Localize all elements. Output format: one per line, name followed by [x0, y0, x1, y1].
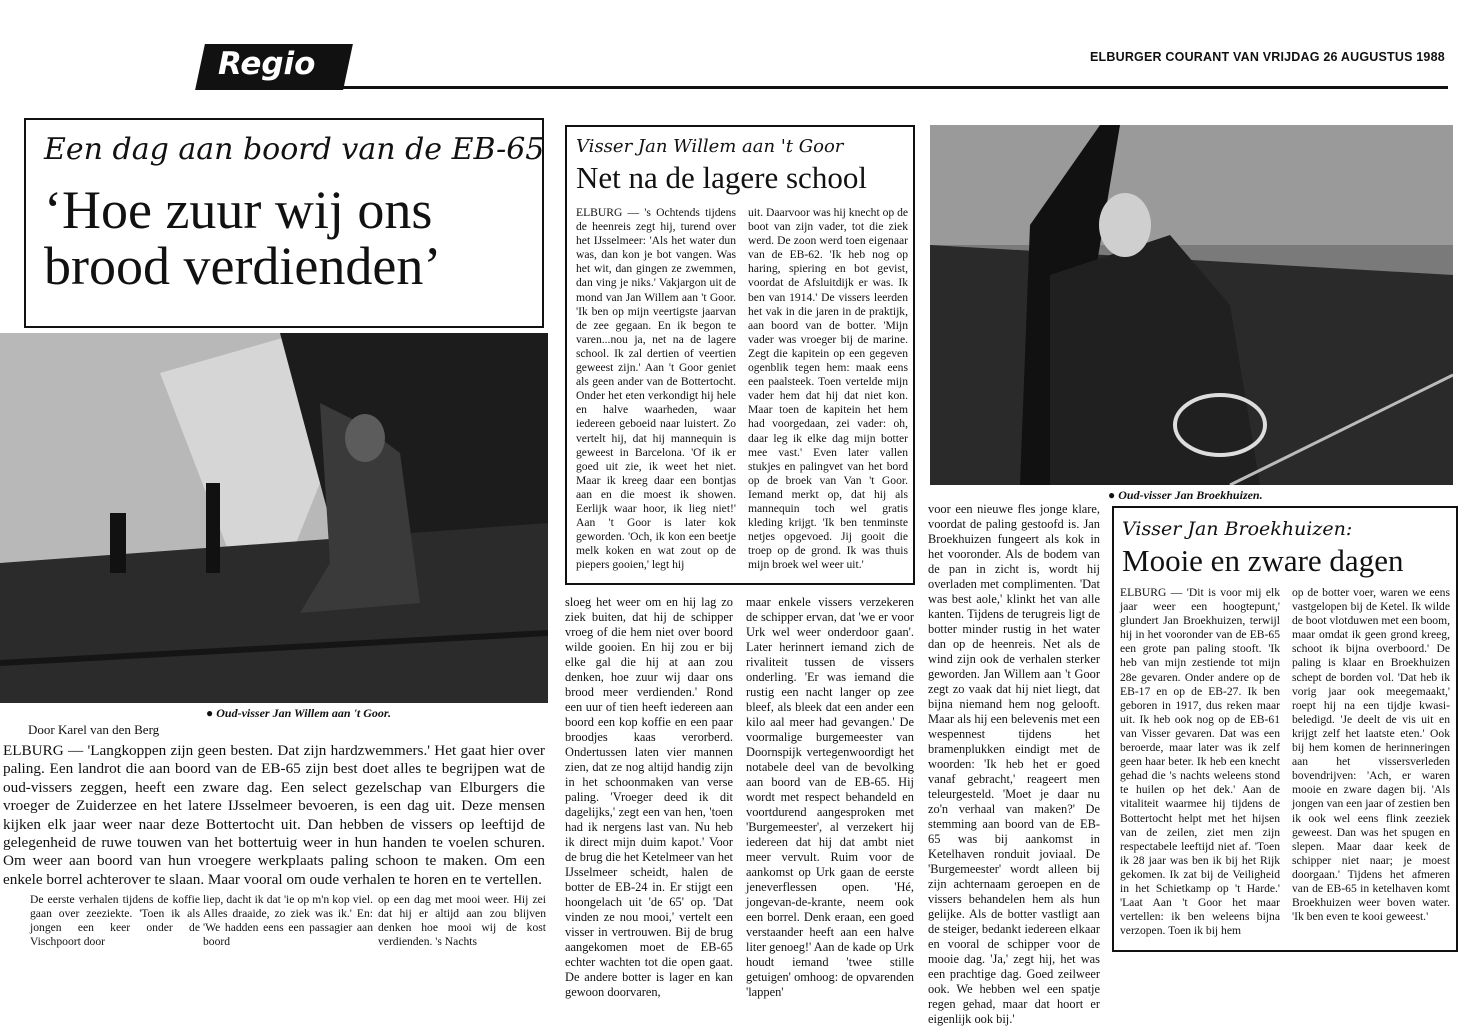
article3-col2: [1292, 586, 1450, 924]
main-col-mid2-text: maar enkele vissers verzekeren de schipper ervan, dat 'we er voor Urk wel weer onderdoor gaan'. Later herinnert iemand zich de rivaliteit tussen de vissers onderling. 'Er was iemand die rustig een nacht langer op zee bleef, als bleek dat een ander een kilo aal meer had gevangen.' De voormalige burgemeester van Doornspijk vertegenwoordigt het notabele deel van de bevolking aan boord van de EB-65. Hij wordt met respect behandeld en voortdurend aangesproken met 'Burgemeester', al verzekert hij iedereen dat hij dat ambt niet meer vervult. Ruim voor de aankomst op Urk gaan de eerste jeneverflessen open. 'Hé, jongevan-de-krante, neem ook een borrel. Denk eraan, een goed verstaander heeft aan een halve liter genoeg!' Aan de kade op Urk houdt iemand 'twee stille getuigen' omhoog: de opvarenden 'lappen': [746, 595, 914, 999]
main-body-col3: [378, 893, 546, 949]
article3-headline: Mooie en zware dagen: [1122, 543, 1404, 578]
main-body-col3-text: op een dag met mooi weer. Hij zei dat hij er altijd aan zou blijven denken hoe mooi wij de kost verdienden. 's Nachts: [378, 893, 546, 949]
main-body-col2-text: liep, dacht ik dat 'ie op m'n kop viel. Alles draaide, zo ziek was ik.' En: 'We hadden eens een passagier aan boord: [203, 893, 373, 949]
main-photo-caption: ● Oud-visser Jan Willem aan 't Goor.: [206, 706, 391, 720]
article2-headline: Net na de lagere school: [576, 160, 867, 195]
article3-col1-text: ELBURG — 'Dit is voor mij elk jaar weer een hoogtepunt,' glundert Jan Broekhuizen, terwijl hij in het vooronder van de EB-65 een grote pan paling stooft. 'Ik heb van mijn zestiende tot mijn 28e gevaren. Onder andere op de EB-17 en op de EB-27. Ik ben geboren in 1917, dus reken maar uit. Ik heb ook nog op de EB-61 van Visser gevaren. Dat was een beroerde, maar later was ik zelf geen haar beter. Ik heb een knecht gehad die 's nachts weleens stond te huilen op het dek.' Aan de vitaliteit waarmee hij tijdens de Bottertocht helpt met het hijsen van de zeilen, ziet men zijn respectabele leeftijd niet af. 'Toen ik 28 jaar was ben ik bij het Rijk gekomen. Ik zat bij de Veiligheid in het Schietkamp op 't Harde.' 'Laat Aan 't Goor het maar vertellen: ik ben weleens bijna verzopen. Toen ik bij hem: [1120, 586, 1280, 938]
article3-col2-text: op de botter voer, waren we eens vastgelopen bij de Ketel. Ik wilde de boot vlotduwen met een boom, maar omdat ik geen grond kreeg, schoot ik bijna overboord.' De paling is klaar en Broekhuizen schept de borden vol. 'Dat heb ik vorig jaar ook meegemaakt,' roept hij na een tijdje kwasi-beledigd. 'Je deelt de vis uit en krijgt zelf het laatste eten.' Ook bij hem komen de herinneringen aan het vissersverleden bovendrijven: 'Ach, er waren mooie en zware dagen bij. 'Als jongen van een jaar of zestien ben ik ook wel eens flink zeeziek geweest. Dan was het spugen en slepen. Maar daar keek de schipper niet naar; je moest doorgaan.' Tijdens het afmeren van de EB-65 in ketelhaven komt Broekhuizen weer boven water. 'Ik ben even te kooi geweest.': [1292, 586, 1450, 924]
main-headline: ‘Hoe zuur wij ons brood verdienden’: [44, 180, 442, 296]
fisherman-photo: [930, 125, 1453, 485]
main-col-mid2: [746, 595, 914, 1000]
article3-kicker: Visser Jan Broekhuizen:: [1122, 518, 1353, 540]
main-continued-col-text: sloeg het weer om en hij lag zo ziek buiten, dat hij de schipper vroeg of die hem niet over boord wilde gooien. En hij zou er bij elke gal die hij at aan zou denken, hoe zuur wij daar ons brood meer verdienden.' Rond een uur of tien heeft iedereen aan boord een kop koffie en een paar broodjes kaas verorberd. Ondertussen laten vier mannen zien, dat ze nog altijd handig zijn in het schoonmaken van verse paling. 'Vroeger deed ik dit dagelijks,' zegt een van hen, 'toen had ik nergens last van. Nu heb ik direct mijn duim kapot.' Voor de brug die het Ketelmeer van het IJsselmeer scheidt, halen de botter de EB-24 in. Er stijgt een hoongelach uit 'de 65' op. 'Dat vinden ze nou mooi,' vertelt een visser in vertrouwen. Bij de brug aangekomen moet de EB-65 echter wachten tot die open gaat. De andere botter is lager en kan gewoon doorvaren,: [565, 595, 733, 999]
masthead: ELBURGER COURANT VAN VRIJDAG 26 AUGUSTUS 1988: [1090, 50, 1445, 64]
main-continued-col: [565, 595, 733, 1000]
main-body-col1-text: De eerste verhalen tijdens de koffie gaan over zeeziekte. 'Toen ik als jongen een keer onder de Vischpoort door: [30, 893, 200, 949]
main-lead-text: ELBURG — 'Langkoppen zijn geen besten. Dat zijn hardzwemmers.' Het gaat hier over paling. Een landrot die aan boord van de EB-65 zijn best doet alles te begrijpen wat de oud-vissers zeggen, heeft een zware dag. Een select gezelschap van Elburgers die vroeger de Zuiderzee en het latere IJsselmeer bevoeren, is een dag uit. Deze mensen kijken elk jaar weer naar deze Bottertocht uit. Dan hebben de vissers op leeftijd de gelegenheid de ruwe touwen van het bottertuig weer in hun handen te voelen schuren. Om weer aan boord van hun vroegere werkplaats paling schoon te maken. Om een enkele borrel achterover te slaan. Maar vooral om oude verhalen te horen en te vertellen.: [3, 742, 545, 888]
article2-col1-text: ELBURG — 's Ochtends tijdens de heenreis zegt hij, turend over het IJsselmeer: 'Als het water dun was, dan kon je bot vangen. Was het wit, dan gingen ze zwemmen, dan ving je niks.' Vakjargon uit de mond van Jan Willem aan 't Goor. 'Ik ben op mijn veertigste jaarvan de zee gegaan. En ik begon te varen...nou ja, net na de lagere school. Ik zal dertien of veertien geweest zijn.' Aan 't Goor geniet als geen ander van de Bottertocht. Onder het eten verkondigt hij hele en halve waarheden, waar iedereen geboeid naar luistert. Zo vertelt hij, dat hij mannequin is geweest in Barcelona. 'Of ik er goed uit zie, ik weet het niet. Maar ik kreeg daar een bontjas aan en die moest ik showen. Eerlijk waar hoor, ik lieg niet!' Aan 't Goor is later kok geworden. 'Och, ik kon een beetje melk koken en wat zout op de piepers gooien,' legt hij: [576, 206, 736, 572]
main-col-mid3: [928, 502, 1100, 1027]
article2-col2: [748, 206, 908, 572]
article2-col1: [576, 206, 736, 572]
main-kicker: Een dag aan boord van de EB-65: [44, 132, 545, 167]
photo2-caption: ● Oud-visser Jan Broekhuizen.: [1108, 488, 1263, 502]
article3-col1: [1120, 586, 1280, 938]
main-photo-caption-text: Oud-visser Jan Willem aan 't Goor.: [216, 706, 391, 720]
byline: Door Karel van den Berg: [28, 722, 160, 737]
main-body-col2: [203, 893, 373, 949]
article2-col2-text: uit. Daarvoor was hij knecht op de boot van zijn vader, tot die ziek werd. De zoon werd toen eigenaar van de EB-62. 'Ik heb nog op haring, spiering en bot gevist, voordat de Afsluitdijk er was. Ik ben van 1914.' De vissers leerden het vak in die jaren in de praktijk, aan boord van de botter. 'Mijn vader was vroeger bij de marine. Zegt die kapitein op een gegeven ogenblik tegen hem: maak eens een paalsteek. Toen vertelde mijn vader hem dat hij dat niet kon. Maar toen de kapitein het hem had voorgedaan, zei vader: oh, daar leg ik elke dag mijn botter mee vast.' Even later vallen stukjes en palingvet van het bord op de broek van Van 't Goor. Iemand merkt op, dat hij als mannequin toch wel gratis kleding krijgt. 'Ik ben tenminste netjes opgevoed. Jij gooit die troep op de grond. Ik was thuis mijn broek wel weer uit.': [748, 206, 909, 572]
photo2-caption-text: Oud-visser Jan Broekhuizen.: [1118, 488, 1263, 502]
main-body-col1: [30, 893, 200, 949]
section-label: Regio: [218, 46, 316, 82]
main-col-mid3-text: voor een nieuwe fles jonge klare, voordat de paling gestoofd is. Jan Broekhuizen fungeert als kok in het vooronder. Als de bodem van de pan in zicht is, wordt hij overladen met complimenten. 'Dat was best aole,' klinkt het van alle kanten. Tijdens de terugreis ligt de botter minder rustig in het water dan op de heenreis. Net als de wind zijn ook de verhalen sterker geworden. Jan Willem aan 't Goor zegt zo vaak dat hij niet liegt, dat bijna niemand hem nog gelooft. Maar als hij een belevenis met een wespennest tijdens het bramenplukken eindigt met de woorden: 'Ik heb het er goed vanaf gebracht,' reageert men teleurgesteld. 'Moet je daar nu zo'n verhaal van maken?' De stemming aan boord van de EB-65 was bij aankomst in Ketelhaven ronduit joviaal. De 'Burgemeester' wordt alleen bij zijn achternaam geroepen en de vissers behandelen hem als hun gelijke. Als de botter vastligt aan de steiger, bedankt iedereen elkaar en vooral de schipper voor de mooie dag. 'Ja,' zegt hij, het was een prachtige dag. Goed zeilweer ook. We hebben wel een spatje regen gehad, maar dat hoort er eigenlijk ook bij.': [928, 502, 1100, 1026]
article2-kicker: Visser Jan Willem aan 't Goor: [576, 136, 844, 157]
header-rule: [200, 86, 1448, 89]
main-lead: [3, 742, 545, 889]
sailboat-photo: [0, 333, 548, 703]
